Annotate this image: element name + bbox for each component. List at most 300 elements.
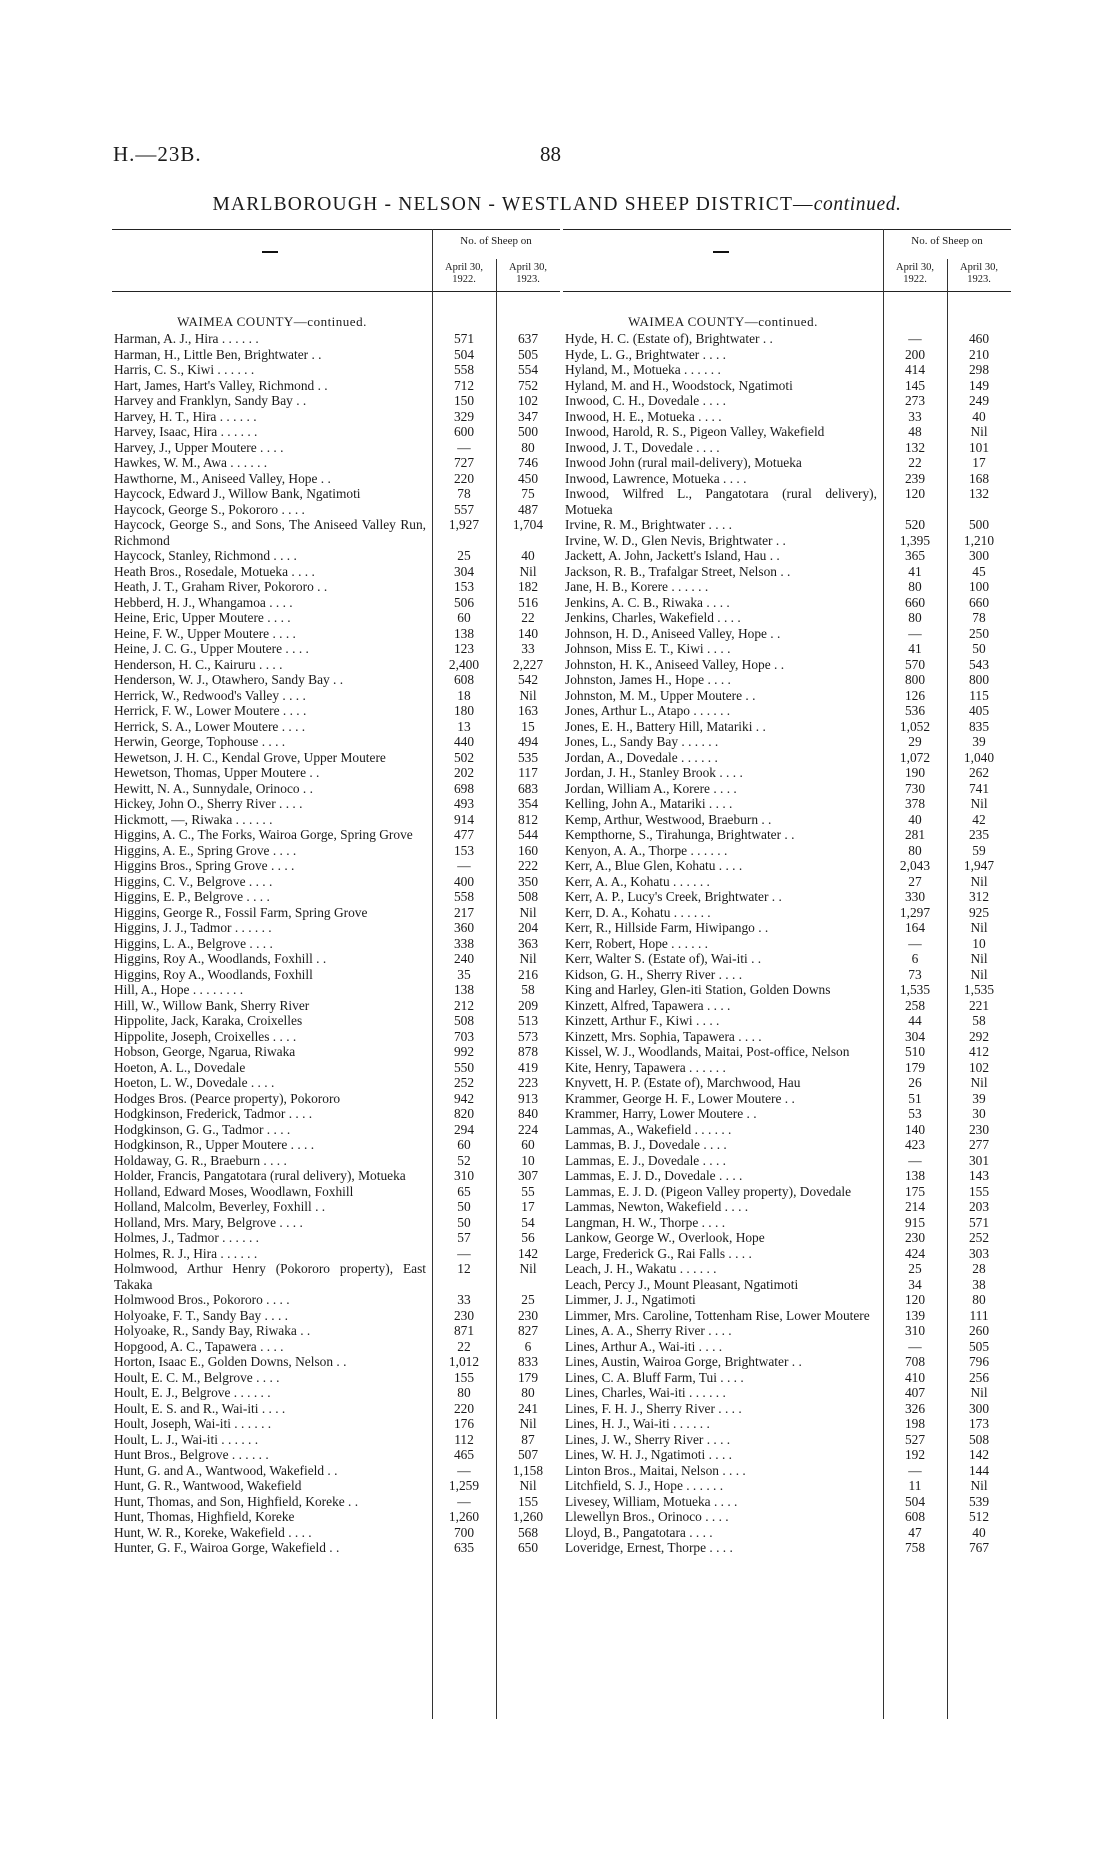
sheep-1922: 914 [453,811,475,827]
sheep-1923: 144 [968,1462,990,1478]
table-row [112,1478,560,1494]
sheep-1922: 326 [904,1400,926,1416]
sheep-1923: 262 [968,765,990,780]
table-row [563,1122,1011,1138]
owner-name: Lammas, A., Wakefield . . . . . . [565,1121,732,1137]
sheep-1923: 300 [968,1400,990,1416]
sheep-1922: — [908,1462,922,1478]
owner-name: Lines, H. J., Wai-iti . . . . . . [565,1416,710,1431]
table-row [112,812,560,828]
table-row [112,920,560,936]
sheep-1922: 212 [453,997,475,1013]
sheep-1922: 915 [904,1214,926,1230]
sheep-1923: 500 [517,424,539,439]
owner-name: Jones, L., Sandy Bay . . . . . . [565,734,719,749]
sheep-1922: 820 [453,1106,475,1121]
sheep-1923: 833 [517,1354,539,1369]
sheep-1922: 52 [457,1152,471,1168]
sheep-1923: 350 [517,873,539,889]
sheep-1923: 300 [968,548,990,563]
owner-name: Hippolite, Jack, Karaka, Croixelles [114,1013,303,1028]
sheep-1923: 230 [517,1307,539,1323]
owner-name: Lammas, E. J. D., Dovedale . . . . [565,1168,743,1183]
sheep-1923: 683 [517,780,539,796]
owner-name: Kerr, A., Blue Glen, Kohatu . . . . [565,858,743,873]
sheep-1922: 192 [904,1447,926,1462]
owner-name: Hunt, W. R., Koreke, Wakefield . . . . [114,1524,312,1540]
sheep-1922: 33 [457,1292,471,1307]
sheep-1922: 240 [453,951,475,966]
sheep-1922: 365 [904,548,926,563]
table-row [112,1354,560,1370]
sheep-1923: 203 [968,1199,990,1214]
sheep-1923: 1,704 [512,517,544,532]
sheep-1923: 59 [972,842,986,858]
owner-name: Johnston, M. M., Upper Moutere . . [565,687,756,703]
table-row [563,548,1011,564]
sheep-1923: 363 [517,935,539,951]
sheep-1923: 204 [517,920,539,935]
sheep-1923: 354 [517,796,539,811]
sheep-1922: 164 [904,920,926,935]
table-row [563,1029,1011,1045]
table-row [112,1246,560,1262]
owner-name: Jenkins, Charles, Wakefield . . . . [565,610,741,625]
table-row [112,455,560,471]
owner-name: Irvine, R. M., Brightwater . . . . [565,517,732,532]
owner-name: Lines, Charles, Wai-iti . . . . . . [565,1385,726,1400]
owner-name: Inwood, C. H., Dovedale . . . . [565,393,727,408]
owner-name: Lines, Arthur A., Wai-iti . . . . [565,1338,723,1354]
table-row [563,1401,1011,1417]
sheep-1923: 878 [517,1044,539,1059]
table-row [112,1447,560,1463]
owner-name: Linton Bros., Maitai, Nelson . . . . [565,1462,746,1478]
owner-name: Kerr, Robert, Hope . . . . . . [565,935,709,951]
owner-name: Hawthorne, M., Aniseed Valley, Hope . . [114,470,331,486]
sheep-1922: 18 [457,687,471,703]
page-number: 88 [540,142,561,166]
sheep-1923: 249 [968,393,990,408]
owner-name: Higgins, J. J., Tadmor . . . . . . [114,920,272,935]
sheep-1923: 347 [517,408,539,424]
table-row [563,626,1011,642]
table-row [112,595,560,611]
sheep-1922: 1,012 [448,1354,480,1369]
sheep-1922: 730 [904,780,926,796]
table-row [563,579,1011,595]
sheep-1923: 40 [972,408,986,424]
sheep-1922: 708 [904,1354,926,1369]
owner-name: Herrick, W., Redwood's Valley . . . . [114,687,306,703]
table-row [563,1447,1011,1463]
sheep-1923: 33 [521,641,535,656]
owner-name: Irvine, W. D., Glen Nevis, Brightwater . . [565,532,786,548]
sheep-1923: 155 [517,1493,539,1509]
table-row [563,1075,1011,1091]
table-row [112,1075,560,1091]
sheep-1923: Nil [519,1416,537,1431]
table-row [112,1540,560,1556]
owner-name: Hunt, G. and A., Wantwood, Wakefield . . [114,1462,338,1478]
sheep-1923: 80 [521,439,535,455]
owner-name: Johnson, H. D., Aniseed Valley, Hope . . [565,625,781,641]
sheep-1922: 504 [453,346,475,362]
owner-name: Harvey, H. T., Hira . . . . . . [114,408,257,424]
sheep-1922: 80 [457,1385,471,1400]
sheep-1922: 155 [453,1369,475,1385]
sheep-1923: 38 [972,1276,986,1292]
sheep-1923: 111 [969,1307,989,1323]
sheep-1922: 304 [904,1028,926,1044]
col-1922-header: April 30, 1922. [896,262,934,285]
sheep-1922: 2,043 [899,858,931,873]
sheep-1922: 214 [904,1199,926,1214]
sheep-1923: 45 [972,563,986,579]
sheep-1922: 550 [453,1059,475,1075]
sheep-1923: Nil [519,951,537,966]
sheep-1922: 520 [904,517,926,532]
table-row [112,610,560,626]
sheep-1923: 25 [521,1292,535,1307]
table-row [563,347,1011,363]
sheep-1922: 47 [908,1524,922,1540]
owner-name: Hunt Bros., Belgrove . . . . . . [114,1447,269,1462]
sheep-1922: 65 [457,1183,471,1199]
sheep-1923: 10 [972,935,986,951]
owner-name: Langman, H. W., Thorpe . . . . [565,1214,726,1230]
owner-name: Haycock, George S., Pokororo . . . . [114,501,305,517]
owner-name: Heine, Eric, Upper Moutere . . . . [114,610,291,625]
sheep-1923: 312 [968,889,990,904]
table-row [563,1137,1011,1153]
owner-name: Higgins, Roy A., Woodlands, Foxhill . . [114,951,327,966]
sheep-1923: 80 [972,1292,986,1307]
table-row [112,688,560,704]
owner-name: Haycock, Stanley, Richmond . . . . [114,548,297,563]
owner-name: Hoult, L. J., Wai-iti . . . . . . [114,1431,259,1447]
sheep-1922: 132 [904,439,926,455]
sheep-1922: — [457,439,471,455]
table-row [112,703,560,719]
sheep-1922: 80 [908,610,922,625]
sheep-1923: 767 [968,1540,990,1555]
table-row [563,1323,1011,1339]
table-row [112,641,560,657]
owner-name: Johnston, James H., Hope . . . . [565,672,731,687]
sheep-1923: 58 [521,982,535,997]
sheep-1923: 827 [517,1323,539,1338]
table-row [563,1168,1011,1184]
sheep-1922: 502 [453,749,475,765]
owner-name: Kerr, A. P., Lucy's Creek, Brightwater . . [565,889,782,904]
sheep-1923: 1,535 [963,982,995,997]
sheep-1922: 35 [457,966,471,982]
table-row [112,1323,560,1339]
sheep-1922: 153 [453,579,475,594]
sheep-1923: 568 [517,1524,539,1540]
table-row [563,610,1011,626]
table-row [112,1184,560,1200]
table-row [112,827,560,843]
sheep-1923: 508 [517,889,539,904]
sheep-1922: 635 [453,1540,475,1555]
title-continued: continued. [813,194,902,215]
owner-name: Johnson, Miss E. T., Kiwi . . . . [565,641,731,656]
owner-name: Johnston, H. K., Aniseed Valley, Hope . . [565,656,785,672]
sheep-1922: 139 [904,1307,926,1323]
table-row [112,858,560,874]
table-row [112,1401,560,1417]
sheep-1922: 1,072 [899,749,931,765]
sheep-1923: 800 [968,672,990,687]
sheep-1922: 1,927 [448,517,480,532]
sheep-1922: 414 [904,362,926,377]
table-row [563,1153,1011,1169]
owner-name: Hodgkinson, R., Upper Moutere . . . . [114,1137,315,1152]
owner-name: Inwood, Wilfred L., Pangatotara (rural delivery), Motueka [565,486,877,517]
sheep-1923: 252 [968,1230,990,1245]
sheep-1922: 180 [453,703,475,718]
sheep-1922: 258 [904,997,926,1013]
owner-name: Kerr, R., Hillside Farm, Hiwipango . . [565,920,769,935]
owner-name: Lines, W. H. J., Ngatimoti . . . . [565,1447,733,1462]
sheep-1922: 758 [904,1540,926,1555]
table-row [563,378,1011,394]
sheep-1922: 536 [904,703,926,718]
owner-name: Jackett, A. John, Jackett's Island, Hau . . [565,548,780,563]
owner-name: Hyde, L. G., Brightwater . . . . [565,346,727,362]
sheep-1922: 60 [457,610,471,625]
sheep-1923: Nil [970,920,988,935]
sheep-1923: 292 [968,1028,990,1044]
sheep-1922: — [457,1493,471,1509]
owner-name: Holdaway, G. R., Braeburn . . . . [114,1152,287,1168]
sheep-1923: 182 [517,579,539,594]
sheep-1923: 223 [517,1075,539,1090]
owner-name: Haycock, Edward J., Willow Bank, Ngatimoti [114,486,361,501]
table-row [112,548,560,564]
table-row [563,1246,1011,1262]
owner-name: Krammer, Harry, Lower Moutere . . [565,1106,757,1121]
sheep-1922: 1,052 [899,718,931,734]
table-row [112,1137,560,1153]
table-row [112,424,560,440]
sheep-1923: 542 [517,672,539,687]
table-row [112,796,560,812]
table-row [112,486,560,502]
owner-name: Holmwood, Arthur Henry (Pokororo property), East Takaka [114,1261,426,1292]
sheep-1922: 423 [904,1137,926,1152]
sheep-1923: Nil [519,687,537,703]
table-row [112,502,560,518]
owner-name: Higgins, C. V., Belgrove . . . . [114,873,273,889]
sheep-1923: 507 [517,1447,539,1462]
sheep-1922: 22 [457,1338,471,1354]
sheep-1922: 700 [453,1524,475,1540]
sheep-1922: 338 [453,935,475,951]
table-row [563,905,1011,921]
sheep-1923: 250 [968,625,990,641]
sheep-1923: 752 [517,377,539,393]
owner-name: Horton, Isaac E., Golden Downs, Nelson . . [114,1354,347,1369]
sheep-1923: 22 [521,610,535,625]
owner-name: Kenyon, A. A., Thorpe . . . . . . [565,842,728,858]
sheep-1922: 506 [453,594,475,610]
sheep-1923: 303 [968,1245,990,1261]
sheep-1923: 222 [517,858,539,873]
sheep-1922: 660 [904,594,926,610]
sheep-1923: 60 [521,1137,535,1152]
table-row [563,486,1011,517]
sheep-1923: 39 [972,1090,986,1106]
table-row [563,1463,1011,1479]
owner-name: Henderson, H. C., Kairuru . . . . [114,656,283,672]
sheep-1922: 200 [904,346,926,362]
sheep-1923: 102 [968,1059,990,1075]
table-row [563,1494,1011,1510]
owner-name: Hill, W., Willow Bank, Sherry River [114,997,310,1013]
table-row [112,750,560,766]
sheep-1922: 150 [453,393,475,408]
sheep-1922: 410 [904,1369,926,1385]
sheep-1922: 600 [453,424,475,439]
sheep-1923: 405 [968,703,990,718]
owner-name: Holmes, J., Tadmor . . . . . . [114,1230,259,1245]
table-row [112,1153,560,1169]
sheep-1923: 149 [968,377,990,393]
owner-name: Heine, J. C. G., Upper Moutere . . . . [114,641,309,656]
sheep-1923: Nil [519,1478,537,1493]
owner-name: Hewetson, J. H. C., Kendal Grove, Upper Moutere [114,749,386,765]
owner-name: Lloyd, B., Pangatotara . . . . [565,1524,713,1540]
sheep-1922: 138 [904,1168,926,1183]
owner-name: Hodges Bros. (Pearce property), Pokororo [114,1090,341,1106]
sheep-1923: 50 [972,641,986,656]
owner-name: Higgins, George R., Fossil Farm, Spring Grove [114,904,368,920]
table-row [563,564,1011,580]
owner-name: Hill, A., Hope . . . . . . . . [114,982,244,997]
owner-name: Leach, J. H., Wakatu . . . . . . [565,1261,717,1276]
sheep-1923: 78 [972,610,986,625]
sheep-1922: 252 [453,1075,475,1090]
owner-name: Lankow, George W., Overlook, Hope [565,1230,765,1245]
sheep-1923: Nil [970,424,988,439]
sheep-1922: 304 [453,563,475,579]
group-header: No. of Sheep on [460,235,532,247]
sheep-1922: 60 [457,1137,471,1152]
owner-name: Inwood, H. E., Motueka . . . . [565,408,722,424]
table-row [112,1199,560,1215]
sheep-1922: 558 [453,362,475,377]
table-row [112,517,560,548]
sheep-1922: 112 [454,1431,474,1447]
table-row [112,1432,560,1448]
sheep-1923: 835 [968,718,990,734]
sheep-1923: Nil [970,966,988,982]
sheep-1923: 160 [517,842,539,858]
sheep-1923: 796 [968,1354,990,1369]
page-title [0,194,1114,216]
sheep-1923: 419 [517,1059,539,1075]
table-row [563,936,1011,952]
table-row [112,440,560,456]
sheep-1923: 2,227 [512,656,544,672]
sheep-1923: 535 [517,749,539,765]
owner-name: Kerr, Walter S. (Estate of), Wai-iti . . [565,951,762,966]
sheep-1923: Nil [970,1075,988,1090]
table-row [112,471,560,487]
sheep-1923: 142 [968,1447,990,1462]
table-row [112,951,560,967]
owner-name: Jordan, William A., Korere . . . . [565,780,737,796]
sheep-1923: 512 [968,1509,990,1524]
sheep-1922: 330 [904,889,926,904]
table-row [563,1013,1011,1029]
table-row [563,657,1011,673]
left-table [112,229,560,1719]
owner-name: Herwin, George, Tophouse . . . . [114,734,286,749]
table-row [112,734,560,750]
table-row [112,1509,560,1525]
sheep-1923: 1,947 [963,858,995,873]
table-row [563,517,1011,533]
owner-name: Lines, C. A. Bluff Farm, Tui . . . . [565,1369,744,1385]
owner-name: Jenkins, A. C. B., Riwaka . . . . [565,594,730,610]
owner-name: Hopgood, A. C., Tapawera . . . . [114,1338,284,1354]
sheep-1922: 138 [453,625,475,641]
table-row [112,1215,560,1231]
sheep-1922: 22 [908,455,922,470]
owner-name: Kerr, D. A., Kohatu . . . . . . [565,904,711,920]
sheep-1923: 40 [972,1524,986,1540]
owner-name: Higgins, Roy A., Woodlands, Foxhill [114,966,313,982]
table-row [563,858,1011,874]
sheep-1923: 812 [517,811,539,827]
sheep-1922: 53 [908,1106,922,1121]
sheep-1922: 703 [453,1028,475,1044]
sheep-1923: 544 [517,827,539,842]
sheep-1923: 39 [972,734,986,749]
sheep-1922: 41 [908,641,922,656]
sheep-1922: 800 [904,672,926,687]
table-row [112,936,560,952]
sheep-1923: 210 [968,346,990,362]
sheep-1922: 558 [453,889,475,904]
table-row [563,362,1011,378]
sheep-1922: 51 [908,1090,922,1106]
sheep-1922: 40 [908,811,922,827]
owner-name: Harvey, J., Upper Moutere . . . . [114,439,284,455]
sheep-1922: 26 [908,1075,922,1090]
owner-name: Heath Bros., Rosedale, Motueka . . . . [114,563,315,579]
table-row [112,1416,560,1432]
owner-name: Hoult, Joseph, Wai-iti . . . . . . [114,1416,272,1431]
sheep-1923: 163 [517,703,539,718]
owner-name: Harman, A. J., Hira . . . . . . [114,331,259,346]
table-row [563,1060,1011,1076]
table-row [112,657,560,673]
sheep-1923: 142 [517,1245,539,1261]
table-row [112,331,560,347]
owner-name: Kelling, John A., Matariki . . . . [565,796,733,811]
sheep-1922: 1,297 [899,904,931,920]
table-row [563,765,1011,781]
table-row [563,1199,1011,1215]
sheep-1923: 1,158 [512,1462,544,1478]
owner-name: Llewellyn Bros., Orinoco . . . . [565,1509,729,1524]
sheep-1923: 173 [968,1416,990,1431]
